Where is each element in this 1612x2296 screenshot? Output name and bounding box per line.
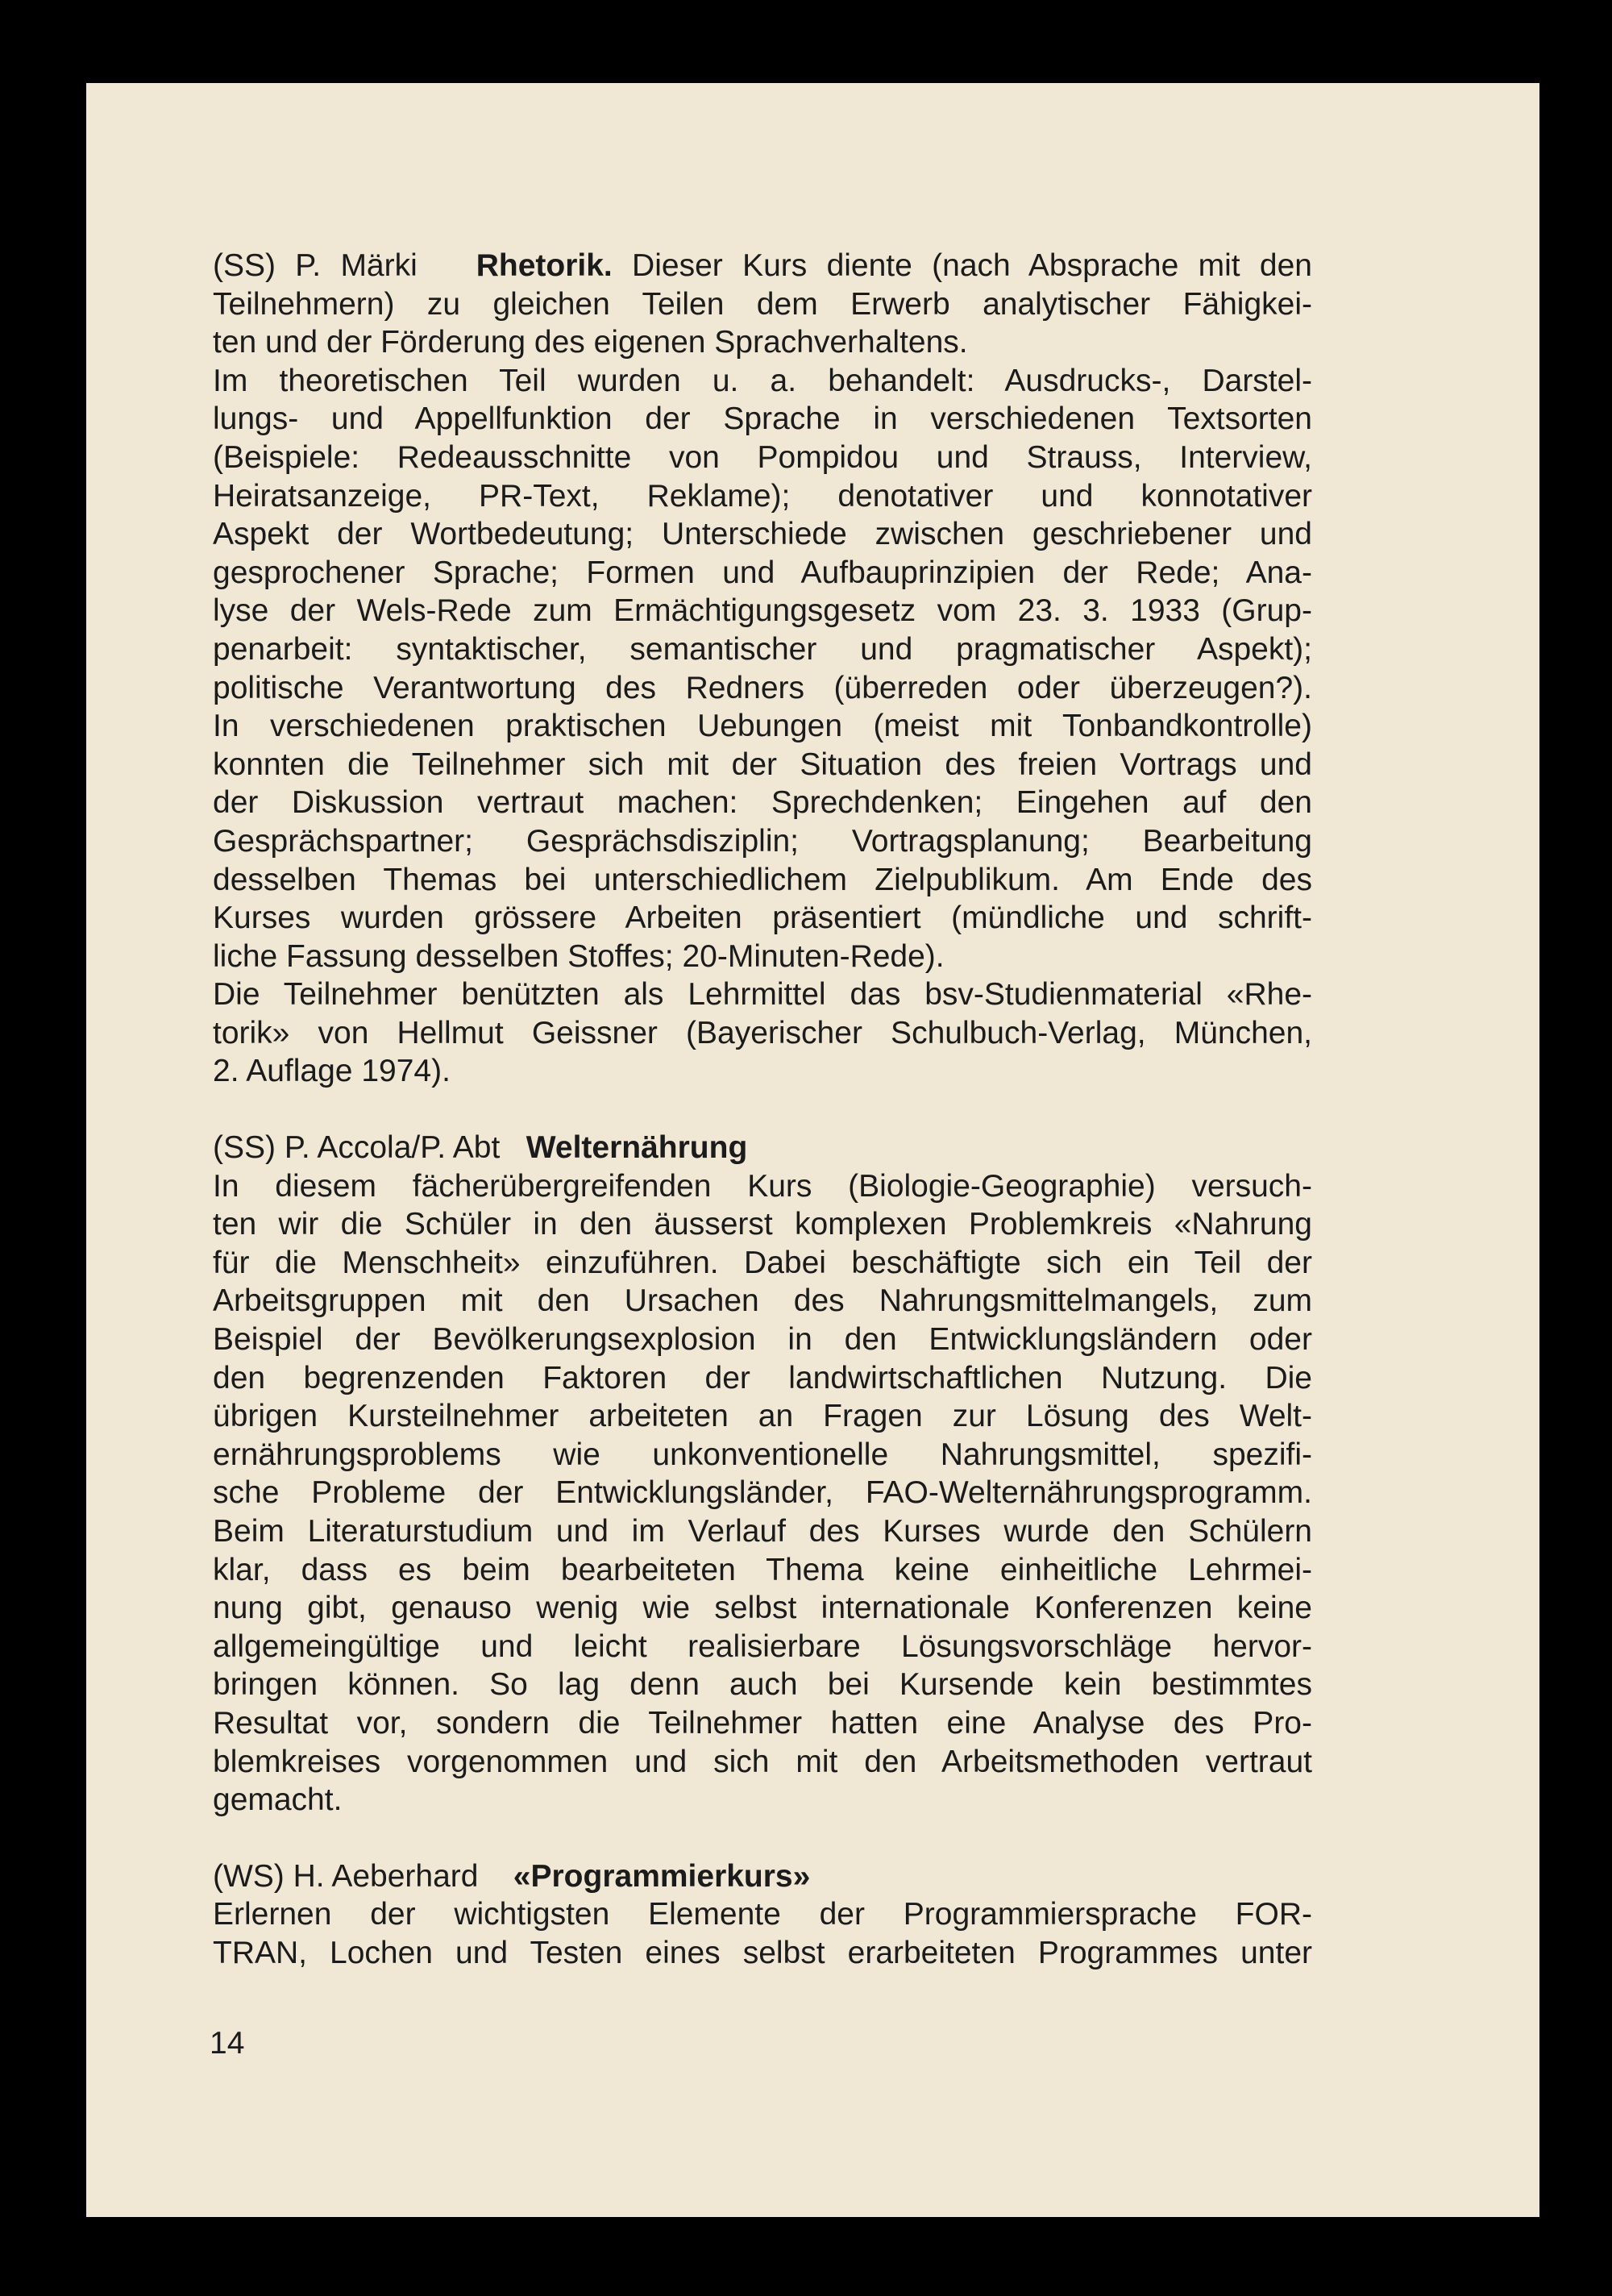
text-line: desselben Themas bei unterschiedlichem Zielpublikum. Am Ende des bbox=[213, 862, 1312, 897]
text-line: gemacht. bbox=[213, 1782, 343, 1818]
text-line: Gesprächspartner; Gesprächsdisziplin; Vortragsplanung; Bearbeitung bbox=[213, 823, 1312, 859]
text-line: Beim Literaturstudium und im Verlauf des Kurses wurde den Schülern bbox=[213, 1514, 1312, 1549]
text-line: gesprochener Sprache; Formen und Aufbauprinzipien der Rede; Ana- bbox=[213, 555, 1312, 590]
text-line: penarbeit: syntaktischer, semantischer und pragmatischer Aspekt); bbox=[213, 631, 1312, 667]
text-line: Arbeitsgruppen mit den Ursachen des Nahrungsmittelmangels, zum bbox=[213, 1283, 1312, 1319]
text-line: ernährungsproblems wie unkonventionelle Nahrungsmittel, spezifi- bbox=[213, 1437, 1312, 1472]
text-line: Dieser Kurs diente (nach Absprache mit den bbox=[612, 248, 1312, 283]
section-heading-rhetorik bbox=[213, 247, 1312, 285]
text-line: für die Menschheit» einzuführen. Dabei beschäftigte sich ein Teil der bbox=[213, 1245, 1312, 1280]
text-line: klar, dass es beim bearbeiteten Thema keine einheitliche Lehrmei- bbox=[213, 1552, 1312, 1587]
text-line: den begrenzenden Faktoren der landwirtschaftlichen Nutzung. Die bbox=[213, 1360, 1312, 1395]
text-line: Teilnehmern) zu gleichen Teilen dem Erwerb analytischer Fähigkei- bbox=[213, 286, 1312, 322]
section-spacer bbox=[213, 1091, 1312, 1129]
text-line: allgemeingültige und leicht realisierbare Lösungsvorschläge hervor- bbox=[213, 1628, 1312, 1664]
text-line: lungs- und Appellfunktion der Sprache in verschiedenen Textsorten bbox=[213, 401, 1312, 437]
text-line: Kurses wurden grössere Arbeiten präsentiert (mündliche und schrift- bbox=[213, 901, 1312, 936]
text-line: übrigen Kursteilnehmer arbeiteten an Fragen zur Lösung des Welt- bbox=[213, 1399, 1312, 1434]
section-author: (SS) P. Märki bbox=[213, 248, 418, 283]
text-line: torik» von Hellmut Geissner (Bayerischer Schulbuch-Verlag, München, bbox=[213, 1015, 1312, 1050]
text-line: Heiratsanzeige, PR-Text, Reklame); denotativer und konnotativer bbox=[213, 478, 1312, 514]
text-line: der Diskussion vertraut machen: Sprechdenken; Eingehen auf den bbox=[213, 785, 1312, 821]
text-line: In verschiedenen praktischen Uebungen (meist mit Tonbandkontrolle) bbox=[213, 709, 1312, 744]
text-line: ten wir die Schüler in den äusserst komplexen Problemkreis «Nahrung bbox=[213, 1207, 1312, 1242]
text-line: Die Teilnehmer benützten als Lehrmittel das bsv-Studienmaterial «Rhe- bbox=[213, 977, 1312, 1013]
section-title: Welternährung bbox=[526, 1130, 748, 1166]
text-line: konnten die Teilnehmer sich mit der Situation des freien Vortrags und bbox=[213, 747, 1312, 782]
text-line: ten und der Förderung des eigenen Sprachverhaltens. bbox=[213, 325, 968, 360]
text-line: (Beispiele: Redeausschnitte von Pompidou und Strauss, Interview, bbox=[213, 439, 1312, 475]
text-line: bringen können. So lag denn auch bei Kursende kein bestimmtes bbox=[213, 1667, 1312, 1703]
text-line: In diesem fächerübergreifenden Kurs (Biologie-Geographie) versuch- bbox=[213, 1168, 1312, 1204]
section-title: Rhetorik. bbox=[476, 248, 613, 283]
text-line: liche Fassung desselben Stoffes; 20-Minuten-Rede). bbox=[213, 938, 945, 974]
section-heading-welternaehrung bbox=[213, 1129, 1312, 1167]
text-line: Erlernen der wichtigsten Elemente der Programmiersprache FOR- bbox=[213, 1897, 1312, 1932]
section-title: «Programmierkurs» bbox=[513, 1858, 811, 1894]
section-spacer bbox=[213, 1820, 1312, 1857]
text-line: blemkreises vorgenommen und sich mit den Arbeitsmethoden vertraut bbox=[213, 1744, 1312, 1779]
text-line: Resultat vor, sondern die Teilnehmer hatten eine Analyse des Pro- bbox=[213, 1705, 1312, 1741]
text-line: TRAN, Lochen und Testen eines selbst erarbeiteten Programmes unter bbox=[213, 1935, 1312, 1970]
section-heading-programmierkurs bbox=[213, 1857, 1312, 1896]
text-line: sche Probleme der Entwicklungsländer, FAO-Welternährungsprogramm. bbox=[213, 1475, 1312, 1511]
text-line: lyse der Wels-Rede zum Ermächtigungsgesetz vom 23. 3. 1933 (Grup- bbox=[213, 593, 1312, 629]
section-author: (SS) P. Accola/P. Abt bbox=[213, 1130, 501, 1166]
text-line: politische Verantwortung des Redners (überreden oder überzeugen?). bbox=[213, 670, 1312, 705]
text-line: Beispiel der Bevölkerungsexplosion in den Entwicklungsländern oder bbox=[213, 1322, 1312, 1358]
text-line: 2. Auflage 1974). bbox=[213, 1054, 451, 1089]
body-text bbox=[213, 247, 1312, 1973]
page-number: 14 bbox=[210, 2026, 245, 2061]
text-line: Aspekt der Wortbedeutung; Unterschiede zwischen geschriebener und bbox=[213, 517, 1312, 552]
text-line: Im theoretischen Teil wurden u. a. behandelt: Ausdrucks-, Darstel- bbox=[213, 363, 1312, 398]
text-line: nung gibt, genauso wenig wie selbst internationale Konferenzen keine bbox=[213, 1591, 1312, 1626]
section-author: (WS) H. Aeberhard bbox=[213, 1858, 479, 1894]
